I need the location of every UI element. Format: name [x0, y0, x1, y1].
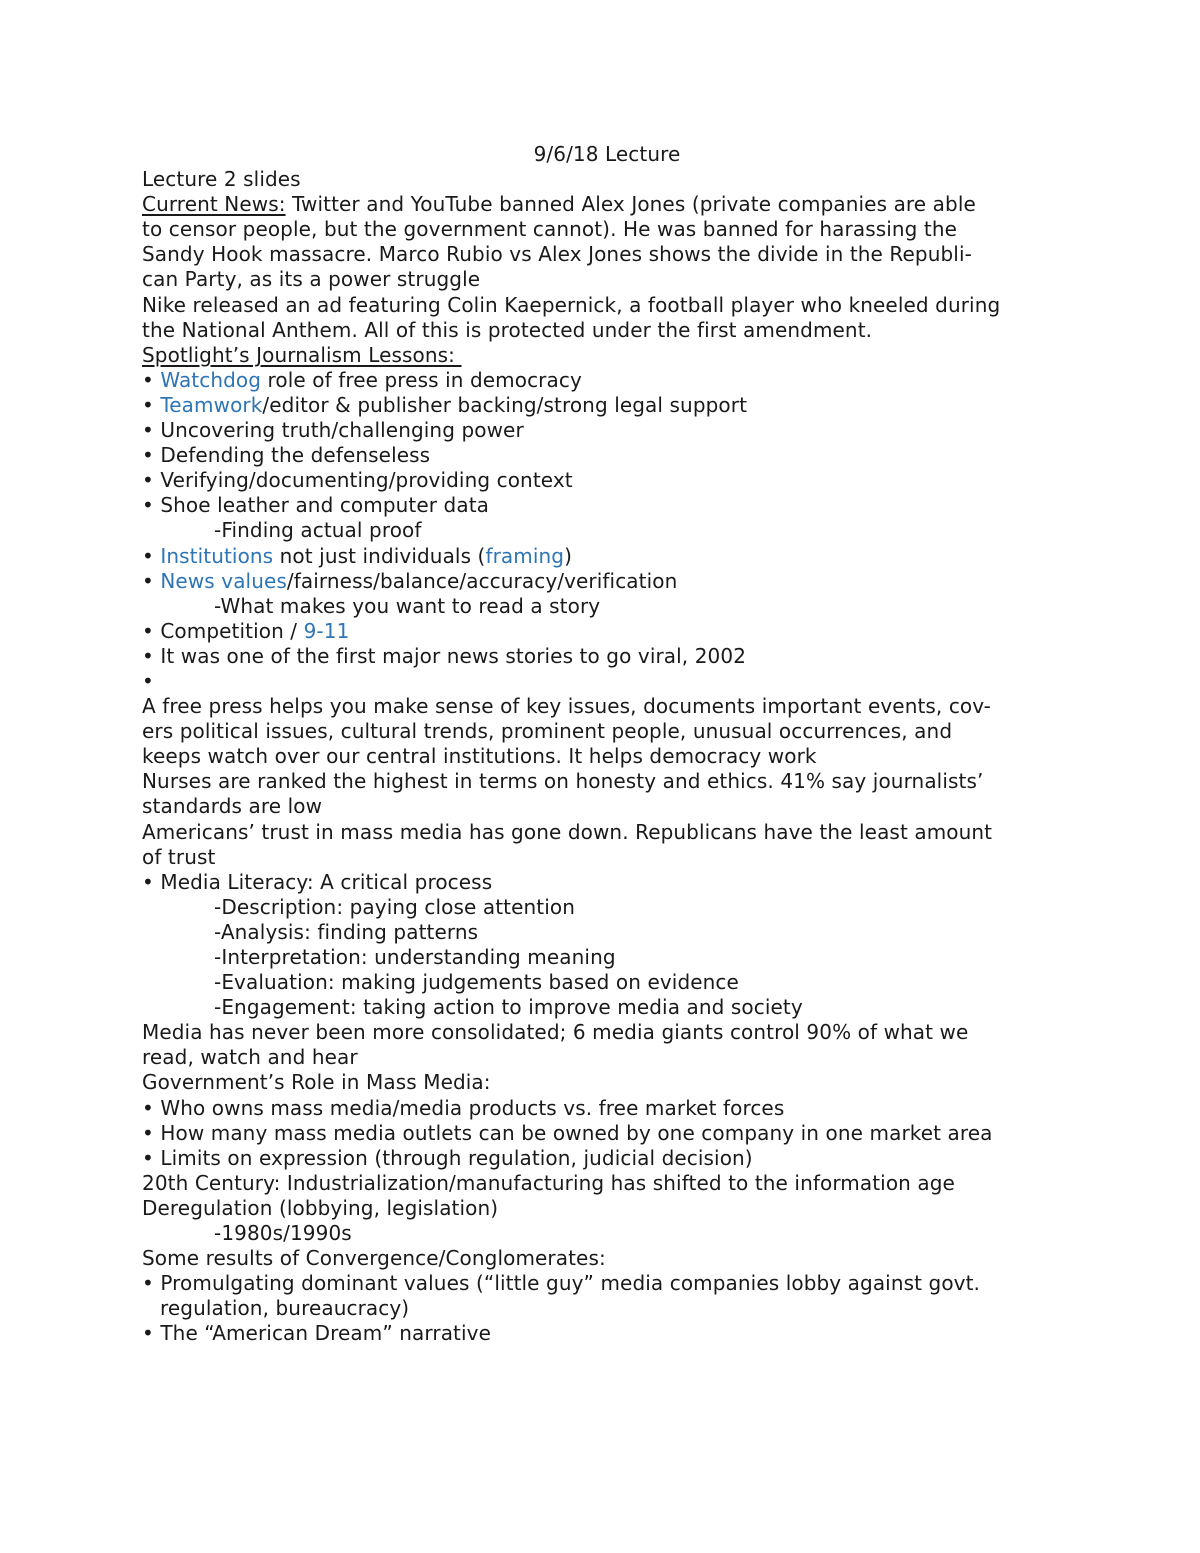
document-body: [142, 142, 1062, 1347]
bullet-text: role of free press in democracy: [261, 367, 582, 392]
spotlight-bullet-institutions: [142, 544, 1062, 569]
spotlight-bullet-watchdog: [142, 368, 1062, 393]
current-news-line: [142, 192, 1062, 217]
deregulation-heading: Deregulation (lobbying, legislation): [142, 1195, 499, 1220]
teamwork-link[interactable]: Teamwork: [160, 392, 263, 417]
free-press-line-1: A free press helps you make sense of key issues, documents important events, cov-: [142, 694, 991, 719]
consolidated-line-2: read, watch and hear: [142, 1045, 358, 1070]
convergence-heading: Some results of Convergence/Conglomerates:: [142, 1246, 606, 1271]
trust-line-1: Americans’ trust in mass media has gone down. Republicans have the least amount: [142, 819, 993, 844]
government-item-ownership: • Who owns mass media/media products vs. free market forces: [142, 1095, 785, 1120]
century-line: 20th Century: Industrialization/manufacturing has shifted to the information age: [142, 1170, 955, 1195]
nike-line-2: the National Anthem. All of this is protected under the first amendment.: [142, 317, 873, 342]
bullet-text-end: ): [564, 543, 573, 568]
deregulation-sub: -1980s/1990s: [214, 1221, 352, 1246]
watchdog-link[interactable]: Watchdog: [160, 367, 262, 392]
literacy-item-evaluation: -Evaluation: making judgements based on evidence: [214, 970, 739, 995]
spotlight-bullet-teamwork: [142, 393, 1062, 418]
convergence-bullet-values: • Promulgating dominant values (“little guy” media companies lobby against govt.: [142, 1271, 980, 1296]
literacy-item-analysis: -Analysis: finding patterns: [214, 919, 479, 944]
literacy-item-interpretation: -Interpretation: understanding meaning: [214, 945, 616, 969]
spotlight-bullet-empty: •: [142, 668, 154, 693]
government-heading: Government’s Role in Mass Media:: [142, 1070, 491, 1095]
spotlight-bullet-verifying: • Verifying/documenting/providing context: [142, 468, 573, 493]
framing-link[interactable]: framing: [485, 543, 565, 568]
literacy-item-engagement: -Engagement: taking action to improve media and society: [214, 995, 803, 1020]
spotlight-bullet-news-values: [142, 569, 1062, 594]
spotlight-bullet-competition: [142, 619, 1062, 644]
nine-eleven-link[interactable]: 9-11: [303, 618, 350, 643]
bullet-text: /editor & publisher backing/strong legal support: [262, 392, 748, 417]
current-news-line-2: to censor people, but the government cannot). He was banned for harassing the: [142, 217, 958, 242]
free-press-line-3: keeps watch over our central institutions. It helps democracy work: [142, 744, 817, 769]
bullet-marker: •: [142, 568, 161, 593]
news-values-link[interactable]: News values: [160, 568, 287, 593]
document-subtitle: Lecture 2 slides: [142, 167, 301, 192]
bullet-marker: •: [142, 543, 161, 568]
current-news-line-4: can Party, as its a power struggle: [142, 267, 481, 292]
free-press-line-2: ers political issues, cultural trends, prominent people, unusual occurrences, and: [142, 719, 953, 744]
convergence-bullet-dream: • The “American Dream” narrative: [142, 1321, 491, 1346]
current-news-text: Twitter and YouTube banned Alex Jones (private companies are able: [285, 192, 976, 217]
nike-line-1: Nike released an ad featuring Colin Kaepernick, a football player who kneeled during: [142, 292, 1001, 317]
government-item-limits: • Limits on expression (through regulation, judicial decision): [142, 1145, 753, 1170]
bullet-text: not just individuals (: [273, 543, 486, 568]
spotlight-sub-read-story: -What makes you want to read a story: [214, 593, 601, 618]
literacy-item-description: -Description: paying close attention: [214, 894, 575, 919]
institutions-link[interactable]: Institutions: [160, 543, 274, 568]
spotlight-bullet-shoe-leather: • Shoe leather and computer data: [142, 493, 489, 518]
spotlight-sub-proof: -Finding actual proof: [214, 518, 422, 543]
current-news-heading: Current News:: [142, 192, 286, 217]
consolidated-line-1: Media has never been more consolidated; 6 media giants control 90% of what we: [142, 1020, 969, 1045]
nurses-line-2: standards are low: [142, 794, 323, 819]
spotlight-bullet-viral: • It was one of the first major news stories to go viral, 2002: [142, 643, 747, 668]
spotlight-heading: Spotlight’s Journalism Lessons:: [142, 342, 462, 367]
bullet-marker: •: [142, 392, 161, 417]
spotlight-bullet-defenseless: • Defending the defenseless: [142, 443, 431, 468]
government-item-outlets: • How many mass media outlets can be owned by one company in one market area: [142, 1120, 993, 1145]
spotlight-bullet-truth: • Uncovering truth/challenging power: [142, 418, 524, 443]
document-title: 9/6/18 Lecture: [533, 142, 681, 166]
bullet-text: • Competition /: [142, 618, 304, 643]
trust-line-2: of trust: [142, 844, 216, 869]
current-news-line-3: Sandy Hook massacre. Marco Rubio vs Alex Jones shows the divide in the Republi-: [142, 242, 972, 267]
nurses-line-1: Nurses are ranked the highest in terms on honesty and ethics. 41% say journalists’: [142, 769, 984, 794]
bullet-text: /fairness/balance/accuracy/verification: [286, 568, 678, 593]
spotlight-heading-line: [142, 343, 1062, 368]
media-literacy-heading: • Media Literacy: A critical process: [142, 869, 493, 894]
bullet-marker: •: [142, 367, 161, 392]
convergence-bullet-values-cont: regulation, bureaucracy): [160, 1296, 410, 1321]
